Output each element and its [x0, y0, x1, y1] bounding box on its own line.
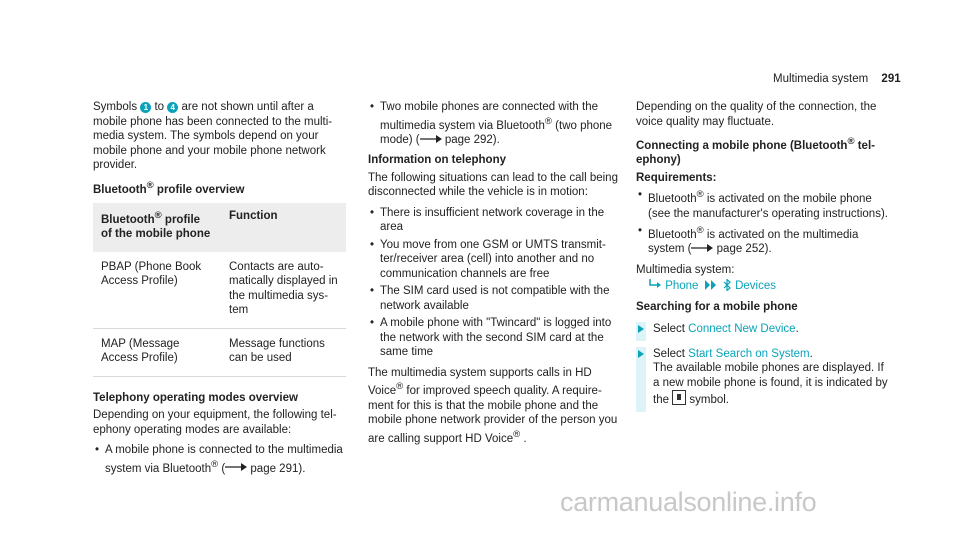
table-row: [93, 328, 346, 376]
table-cell-profile: PBAP (Phone Book Access Profile): [93, 252, 221, 329]
list-item: • Bluetooth® is activated on the mobile phone (see the manufacturer's operating instructions).: [636, 188, 888, 221]
list-item: • Bluetooth® is activated on the multimedia system ( page 252).: [636, 224, 888, 257]
list-item: • Two mobile phones are connected with the multimedia system via Bluetooth® (two phone mode) ( page 292).: [368, 100, 623, 147]
requirements-list: [636, 188, 888, 257]
multimedia-label: Multimedia system:: [636, 263, 735, 276]
double-chevron-icon: [705, 280, 717, 290]
return-arrow-icon: [648, 279, 662, 290]
symbol-4-icon: 4: [167, 102, 178, 113]
list-item: • A mobile phone is connected to the multimedia system via Bluetooth® ( page 291).: [93, 443, 346, 476]
bluetooth-icon: [723, 279, 732, 291]
step-arrow-icon: [638, 325, 644, 333]
table-header-profile: Bluetooth® profile of the mobile phone: [93, 203, 221, 252]
table-cell-function: Contacts are automatically displayed in the multimedia system: [221, 252, 346, 329]
start-search-link[interactable]: Start Search on System: [688, 347, 810, 360]
page-reference-arrow-icon: [225, 462, 247, 472]
table-header-row: [93, 203, 346, 252]
search-heading: Searching for a mobile phone: [636, 300, 798, 313]
new-phone-icon: [672, 390, 686, 405]
disconnect-list: [368, 206, 623, 360]
hd-voice-paragraph: The multimedia system supports calls in HD Voice® for improved speech quality. A requirement for this is that the mobile phone and the mobile phone network provider of the person you are calling support HD Voice® .: [368, 366, 618, 445]
step-arrow-icon: [638, 350, 644, 358]
step-2: Select Start Search on System. The available mobile phones are displayed. If a new mobile phone is found, it is indicated by the symbol.: [636, 347, 888, 408]
modes-list: [93, 443, 346, 476]
symbols-paragraph: Symbols 1 to 4 are not shown until after a mobile phone has been connected to the multimedia system. The symbols depend on your mobile phone and your mobile phone network provider.: [93, 101, 333, 171]
running-header: [773, 72, 901, 87]
connect-new-device-link[interactable]: Connect New Device: [688, 323, 796, 336]
watermark: carmanualsonline.info: [560, 487, 817, 517]
section-title: Multimedia system: [773, 73, 869, 85]
profile-table: [93, 203, 346, 377]
column-1: [93, 100, 346, 482]
list-item: • There is insufficient network coverage in the area: [368, 206, 623, 235]
symbol-1-icon: 1: [140, 102, 151, 113]
info-heading: Information on telephony: [368, 154, 506, 167]
column-3: [636, 100, 888, 418]
quality-paragraph: Depending on the quality of the connection, the voice quality may fluctuate.: [636, 101, 877, 128]
page-reference-arrow-icon: [420, 134, 442, 144]
list-item: • The SIM card used is not compatible with the network available: [368, 284, 623, 313]
menu-path: [636, 279, 888, 294]
path-phone[interactable]: Phone: [665, 280, 699, 293]
path-devices[interactable]: Devices: [735, 280, 776, 293]
table-cell-function: Message functions can be used: [221, 328, 346, 376]
modes-heading: Telephony operating modes overview: [93, 391, 298, 404]
table-header-function: Function: [221, 203, 346, 252]
requirements-heading: Requirements:: [636, 171, 717, 184]
table-cell-profile: MAP (Message Access Profile): [93, 328, 221, 376]
table-row: [93, 252, 346, 329]
column-2: [368, 100, 623, 452]
connect-heading: Connecting a mobile phone (Bluetooth® telephony): [636, 136, 875, 167]
list-item: • You move from one GSM or UMTS transmitter/receiver area (cell) into another and no communication channels are free: [368, 238, 623, 282]
page-reference-arrow-icon: [691, 243, 713, 253]
list-item: • A mobile phone with "Twincard" is logged into the network with the second SIM card at the same time: [368, 316, 623, 360]
modes-list-continued: [368, 100, 623, 147]
page-number: 291: [881, 73, 901, 85]
info-intro: The following situations can lead to the call being disconnected while the vehicle is in motion:: [368, 171, 618, 199]
modes-intro: Depending on your equipment, the following telephony operating modes are available:: [93, 409, 337, 436]
step-1: Select Connect New Device.: [636, 322, 888, 337]
profile-heading: Bluetooth® profile overview: [93, 179, 245, 196]
